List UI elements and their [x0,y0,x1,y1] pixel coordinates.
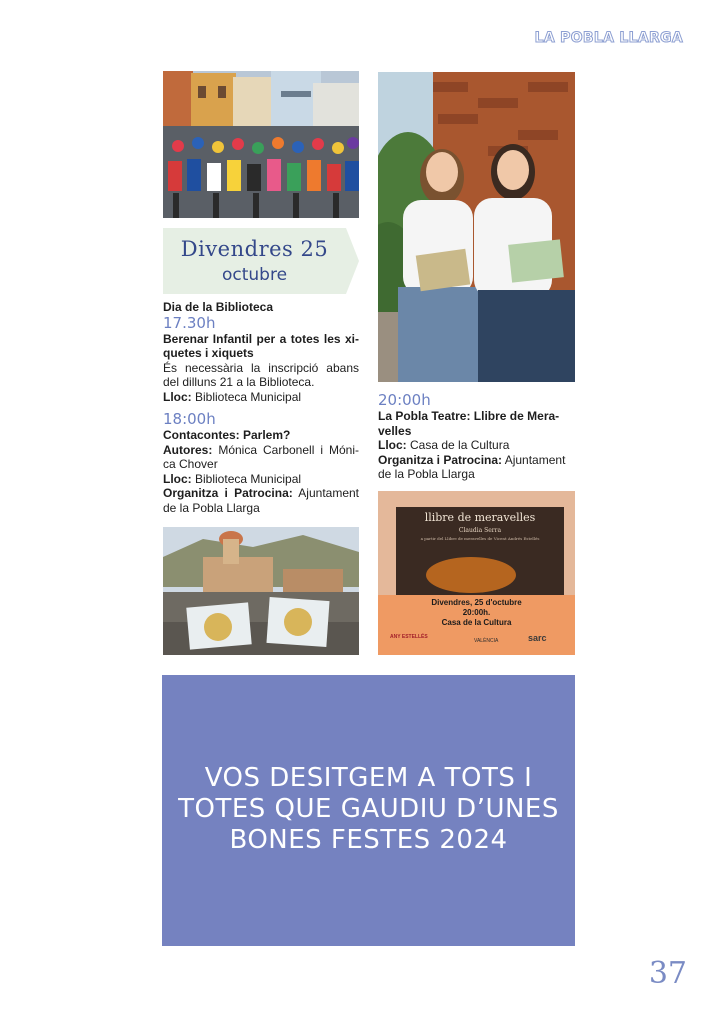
page-number: 37 [648,956,687,991]
place-value: Biblioteca Municipal [191,471,302,486]
books-photo [163,527,359,655]
poster-bread-image [426,557,516,593]
event-organizer [378,453,575,482]
event-place [378,438,575,453]
greeting-message: VOS DESITGEM A TOTS I TOTES QUE GAUDIU D’UNES BONES FESTES 2024 [178,763,559,855]
event-authors [163,443,359,472]
poster-logo-right: sarc [528,633,547,643]
event-time: 17.30h [163,313,216,332]
event-title: La Pobla Teatre: Llibre de Mera-velles [378,409,560,438]
event-organizer [163,486,359,515]
event-poster [378,491,575,655]
org-label: Organitza i Patrocina: [378,452,503,467]
event-title: Contacontes: Parlem? [163,428,291,442]
place-value: Casa de la Cultura [406,438,510,452]
authors-value: Mónica Carbonell i Móni-ca Chover [163,442,359,471]
event-place [163,472,359,487]
authors-photo [378,72,575,382]
poster-time: 20:00h. [462,608,491,617]
place-label: Lloc: [163,389,192,404]
poster-title: llibre de meravelles [424,511,536,524]
place-label: Lloc: [163,471,192,486]
org-value: Ajuntament de la Pobla Llarga [378,452,566,481]
race-photo [163,71,359,218]
poster-logo-mid: VALÈNCIA [474,638,499,644]
date-banner [163,228,359,294]
place-label: Lloc: [378,438,407,452]
org-value: Ajuntament de la Pobla Llarga [163,486,360,515]
poster-logo-left: ANY ESTELLÉS [390,634,428,640]
org-label: Organitza i Patrocina: [163,486,293,500]
poster-author: Claudia Serra [458,527,502,534]
event-note: És necessària la inscripció abans del dilluns 21 a la Biblioteca. [163,360,359,389]
event-time: 18:00h [163,410,216,428]
poster-date: Divendres, 25 d'octubre [431,598,522,607]
greeting-box [162,675,575,946]
event-time: 20:00h [378,391,431,409]
place-value: Biblioteca Municipal [191,389,302,404]
banner-month: octubre [221,265,288,285]
event-place [163,390,359,405]
authors-label: Autores: [163,442,213,457]
poster-venue: Casa de la Cultura [441,618,512,627]
poster-subtitle: a partir del Llibre de meravelles de Vicent Andrés Estellés [420,536,540,541]
header-title: LA POBLA LLARGA [534,30,683,46]
right-event [378,392,575,482]
left-events [163,300,359,515]
banner-day: Divendres 25 [180,237,329,261]
event-title: Dia de la Biblioteca [163,300,274,314]
event-activity: Berenar Infantil per a totes les xi-quetes i xiquets [163,331,359,360]
